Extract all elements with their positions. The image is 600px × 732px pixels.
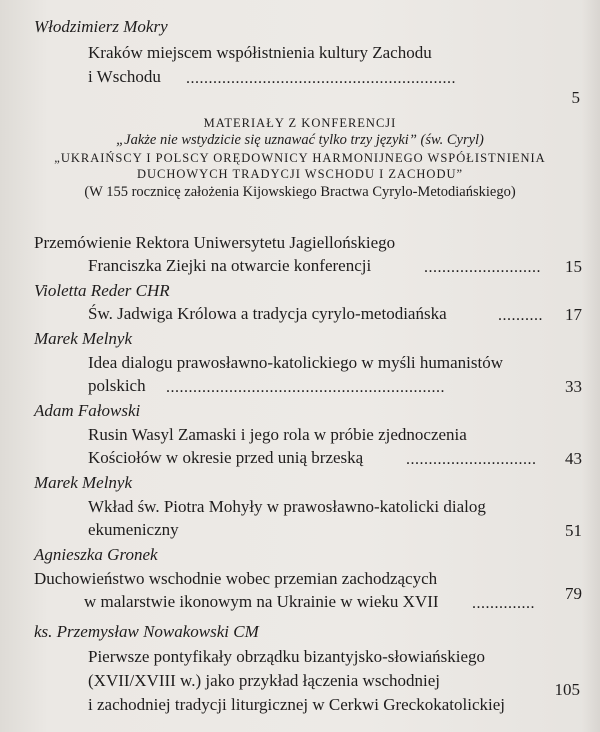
page-number: 33 [565,377,582,396]
entry-title-line: Duchowieństwo wschodnie wobec przemian zachodzących [34,569,438,588]
entry-title-line: Rusin Wasyl Zamaski i jego rola w próbie zjednoczenia [88,425,467,444]
entry-title-line: ekumeniczny [88,520,179,539]
entry-title-line: Przemówienie Rektora Uniwersytetu Jagiellońskiego [34,233,396,252]
entry-title-line: w malarstwie ikonowym na Ukrainie w wieku XVII [84,592,439,611]
entry-title-line: polskich [88,376,146,395]
page-number: 15 [565,257,582,276]
conference-motto: „Jakże nie wstydzicie się uznawać tylko trzy języki” (św. Cyryl) [116,132,484,148]
entry-title-line: Św. Jadwiga Królowa a tradycja cyrylo-metodiańska [88,304,447,323]
entry-author: Marek Melnyk [34,473,133,492]
page-number: 79 [565,584,582,603]
entry-author: Adam Fałowski [34,401,141,420]
entry-title-line: Wkład św. Piotra Mohyły w prawosławno-katolicki dialog [88,497,486,516]
entry-title-line: Franciszka Ziejki na otwarcie konferencji [88,256,372,275]
entry-author: Włodzimierz Mokry [34,17,168,36]
conference-title-line: DUCHOWYCH TRADYCJI WSCHODU I ZACHODU” [136,167,464,181]
page-number: 5 [571,88,580,107]
page-shadow [582,0,600,732]
entry-author: Marek Melnyk [34,329,133,348]
entry-author: Agnieszka Gronek [34,545,158,564]
page-number: 105 [554,680,580,699]
page-number: 43 [565,449,582,468]
entry-author: Violetta Reder CHR [34,281,170,300]
page-number: 17 [565,305,582,324]
conference-title-line: „UKRAIŃSCY I POLSCY ORĘDOWNICY HARMONIJNEGO WSPÓŁISTNIENIA [54,151,546,165]
dot-leader: .......................... [424,259,541,276]
entry-author: ks. Przemysław Nowakowski CM [34,622,259,641]
dot-leader: ............................. [406,451,537,468]
entry-title-line: Pierwsze pontyfikały obrządku bizantyjsko-słowiańskiego [88,647,486,666]
entry-title-line: i Wschodu [88,67,161,86]
conference-subtitle: (W 155 rocznicę założenia Kijowskiego Bractwa Cyrylo-Metodiańskiego) [84,184,516,200]
entry-title-line: Kraków miejscem współistnienia kultury Zachodu [88,43,432,62]
entry-title-line: Idea dialogu prawosławno-katolickiego w myśli humanistów [88,353,503,372]
entry-title-line: i zachodniej tradycji liturgicznej w Cerkwi Greckokatolickiej [88,695,505,714]
entry-title-line: (XVII/XVIII w.) jako przykład łączenia wschodniej [88,671,440,690]
dot-leader: ............................................................ [186,70,456,87]
dot-leader: .......... [498,307,543,324]
entry-title-line: Kościołów w okresie przed unią brzeską [88,448,364,467]
dot-leader: .............. [472,595,535,612]
dot-leader: .............................................................. [166,379,445,396]
conference-heading: MATERIAŁY Z KONFERENCJI [203,116,397,130]
page-number: 51 [565,521,582,540]
